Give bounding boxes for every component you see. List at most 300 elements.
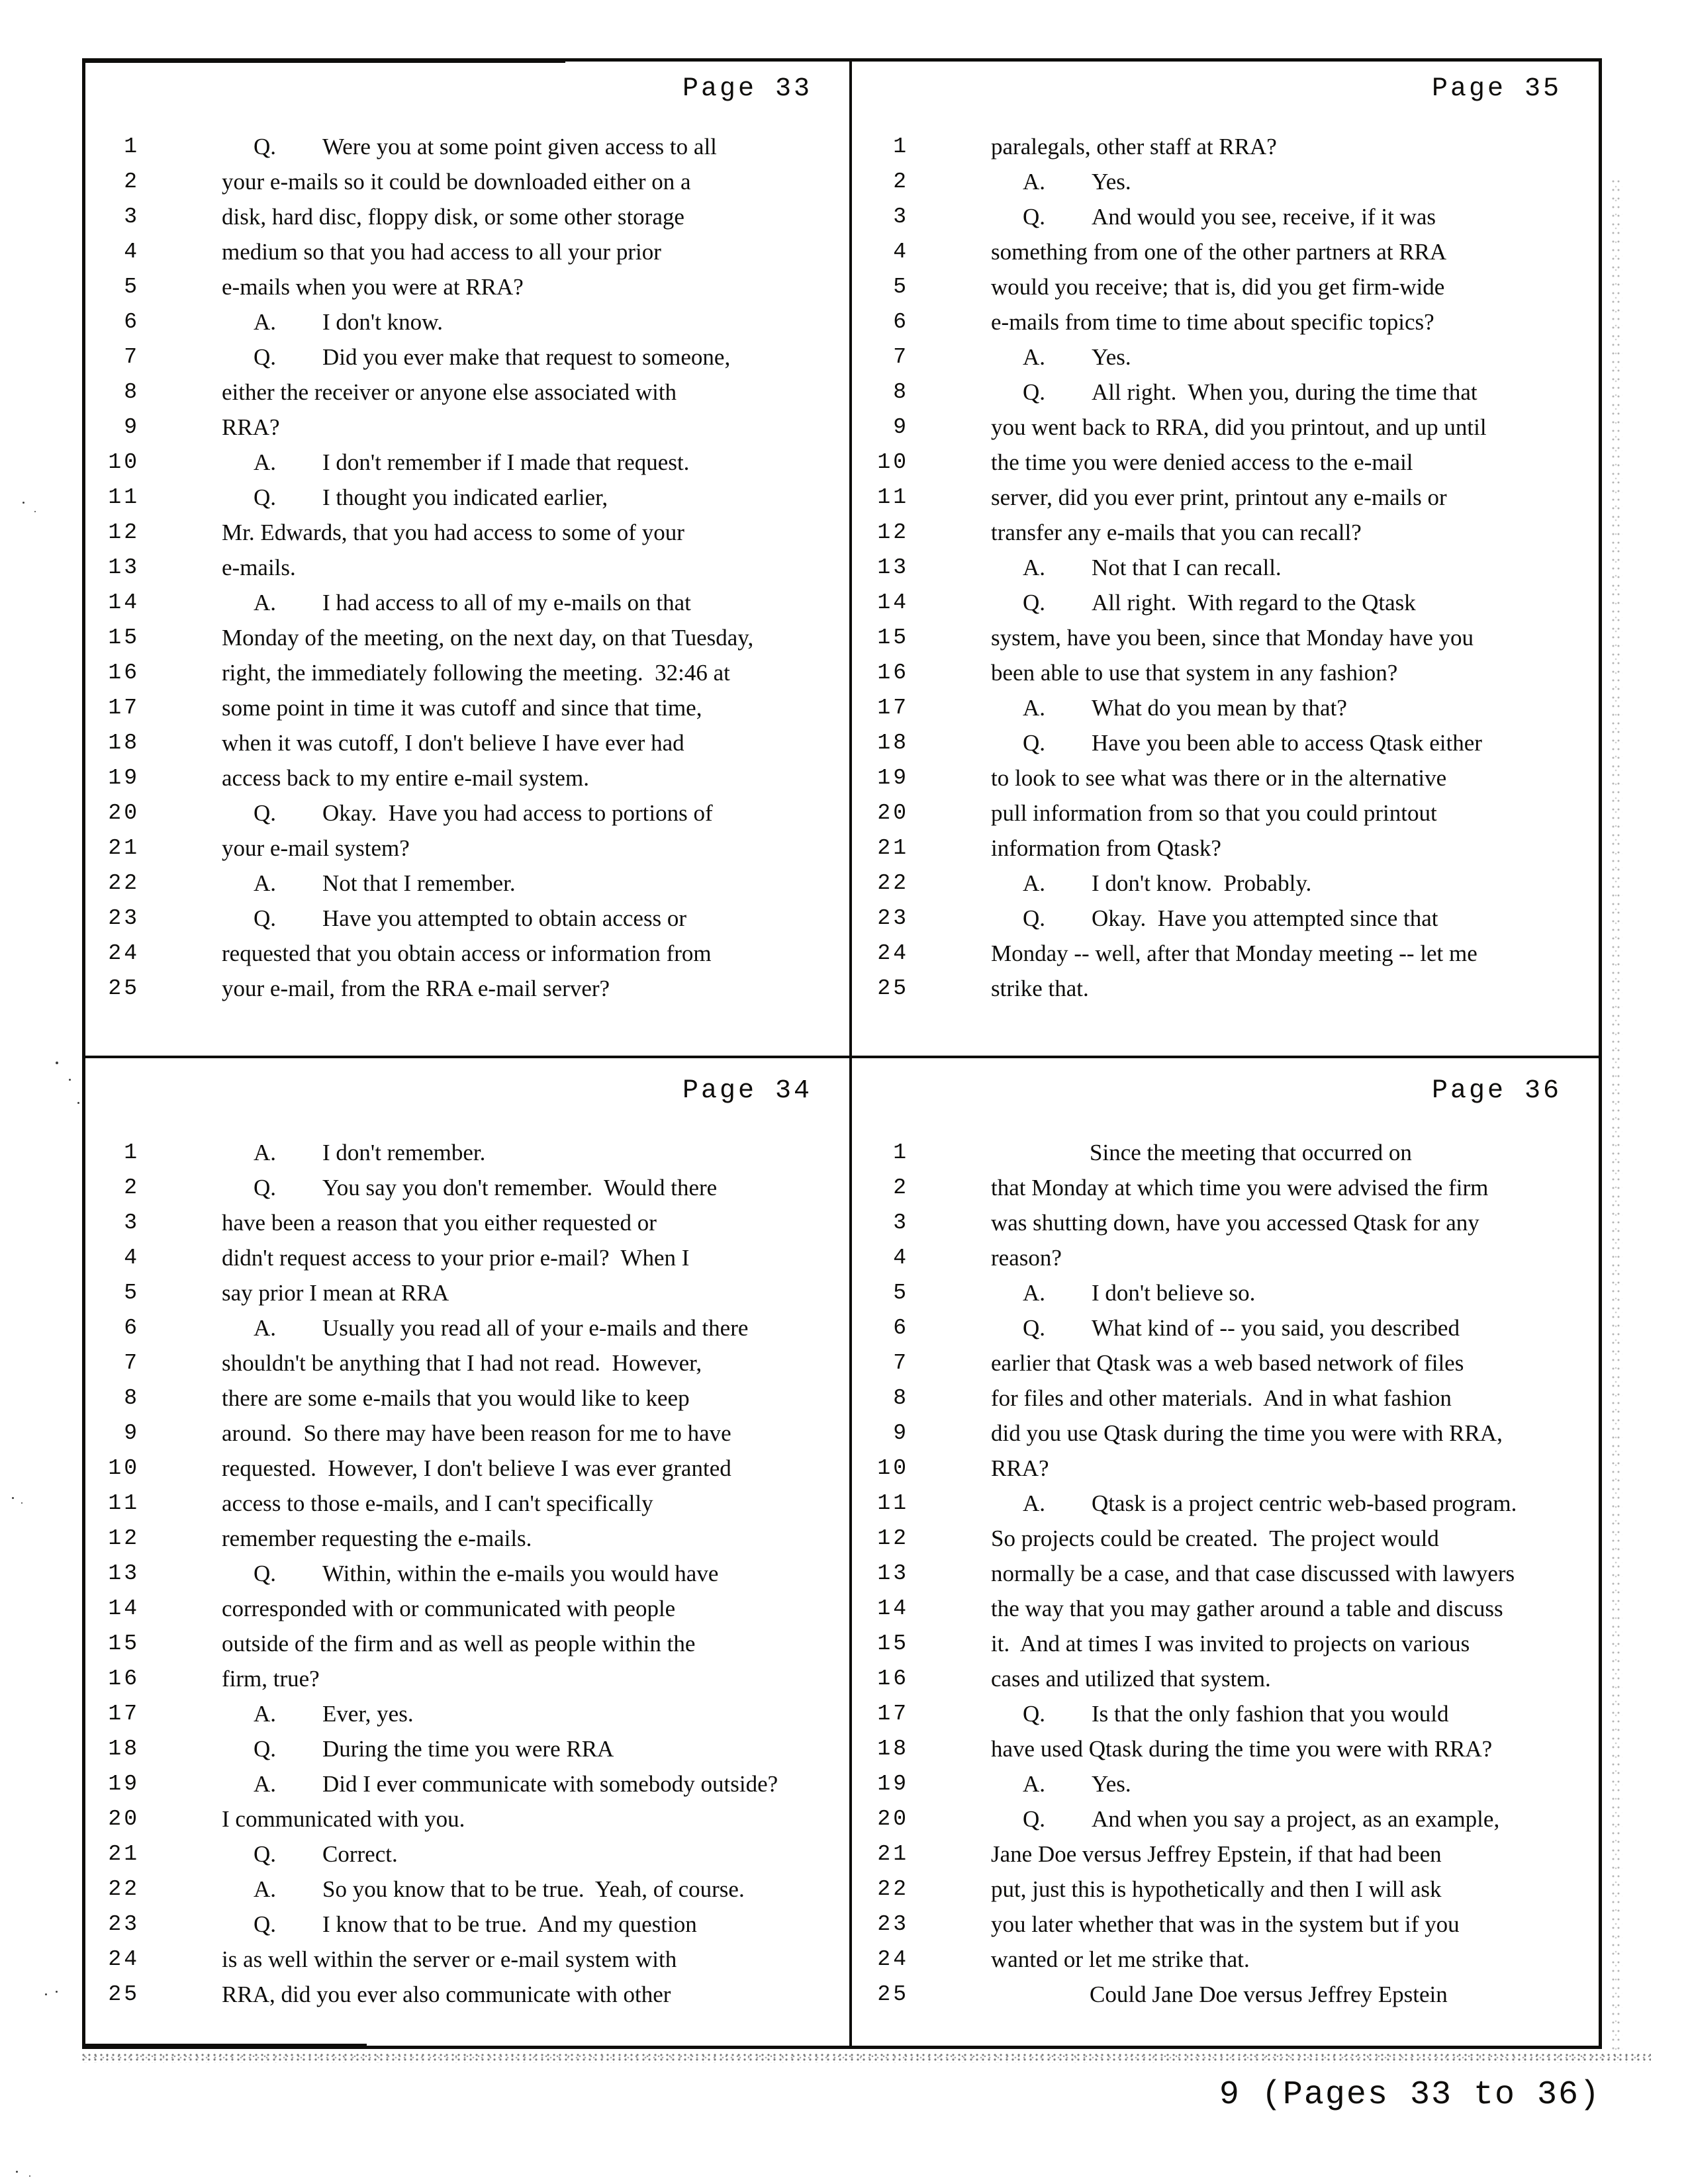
qa-prefix: Q. <box>254 800 277 826</box>
transcript-line <box>85 655 847 690</box>
line-text: Q. Okay. Have you had access to portions of <box>254 796 713 831</box>
transcript-line <box>855 1907 1596 1942</box>
line-text: access to those e-mails, and I can't specifically <box>222 1490 653 1516</box>
line-text: disk, hard disc, floppy disk, or some other storage <box>222 204 684 230</box>
line-text: Q. I know that to be true. And my question <box>254 1907 697 1942</box>
transcript-line <box>855 620 1596 655</box>
transcript-line <box>85 1381 847 1416</box>
transcript-line <box>855 375 1596 410</box>
transcript-line <box>855 410 1596 445</box>
line-text: I communicated with you. <box>222 1806 465 1832</box>
line-number: 6 <box>893 310 909 334</box>
transcript-line <box>855 1661 1596 1696</box>
line-number: 22 <box>108 1877 140 1901</box>
sheet-footer: 9 (Pages 33 to 36) <box>1219 2076 1601 2114</box>
line-number: 3 <box>893 205 909 229</box>
line-text: Q. Within, within the e-mails you would have <box>254 1556 718 1591</box>
line-text: Mr. Edwards, that you had access to some of your <box>222 520 684 545</box>
line-text: A. I don't remember if I made that request. <box>254 445 689 480</box>
scan-speck <box>69 1079 71 1081</box>
transcript-line <box>85 199 847 234</box>
transcript-line <box>855 1170 1596 1205</box>
line-text: you went back to RRA, did you printout, and up until <box>991 414 1487 440</box>
transcript-line <box>85 410 847 445</box>
line-number: 23 <box>877 1912 909 1936</box>
transcript-line <box>855 901 1596 936</box>
line-text: transfer any e-mails that you can recall? <box>991 520 1362 545</box>
line-number: 23 <box>108 906 140 931</box>
line-number: 17 <box>108 1702 140 1726</box>
line-number: 16 <box>877 1666 909 1691</box>
transcript-line <box>85 1310 847 1345</box>
line-text: put, just this is hypothetically and then I will ask <box>991 1876 1442 1902</box>
line-text: e-mails when you were at RRA? <box>222 274 524 300</box>
transcript-line <box>85 1837 847 1872</box>
transcript-line <box>85 831 847 866</box>
line-number: 19 <box>108 766 140 790</box>
line-number: 1 <box>124 1140 140 1165</box>
line-text: either the receiver or anyone else associated with <box>222 379 677 405</box>
line-text: medium so that you had access to all your prior <box>222 239 661 265</box>
transcript-line <box>85 1521 847 1556</box>
line-text: when it was cutoff, I don't believe I have ever had <box>222 730 684 756</box>
qa-prefix: A. <box>254 1701 277 1727</box>
line-text: Q. All right. When you, during the time that <box>1023 375 1477 410</box>
transcript-line <box>85 1205 847 1240</box>
line-text: your e-mail system? <box>222 835 410 861</box>
column-divider <box>849 58 852 2049</box>
qa-prefix: A. <box>1023 1771 1046 1797</box>
transcript-line <box>855 760 1596 796</box>
transcript-line <box>855 1872 1596 1907</box>
scan-speck <box>21 1502 23 1504</box>
qa-prefix: Q. <box>1023 590 1046 615</box>
line-number: 12 <box>877 520 909 545</box>
qa-prefix: Q. <box>254 1841 277 1867</box>
line-text: to look to see what was there or in the alternative <box>991 765 1447 791</box>
line-text: information from Qtask? <box>991 835 1221 861</box>
transcript-line <box>855 1626 1596 1661</box>
line-number: 13 <box>877 1561 909 1586</box>
line-text: firm, true? <box>222 1666 320 1692</box>
line-number: 11 <box>108 485 140 510</box>
line-number: 10 <box>108 1456 140 1480</box>
transcript-line <box>85 866 847 901</box>
transcript-line <box>85 304 847 340</box>
line-number: 5 <box>893 275 909 299</box>
line-text: would you receive; that is, did you get firm-wide <box>991 274 1445 300</box>
line-text: A. What do you mean by that? <box>1023 690 1347 725</box>
line-text: A. Qtask is a project centric web-based program. <box>1023 1486 1517 1521</box>
transcript-line <box>855 831 1596 866</box>
line-text: been able to use that system in any fashion? <box>991 660 1398 686</box>
line-text: Q. What kind of -- you said, you described <box>1023 1310 1460 1345</box>
line-text: Could Jane Doe versus Jeffrey Epstein <box>1090 1981 1448 2007</box>
qa-prefix: Q. <box>254 1561 277 1586</box>
qa-prefix: Q. <box>1023 1806 1046 1832</box>
line-number: 13 <box>108 555 140 580</box>
line-number: 23 <box>877 906 909 931</box>
line-text: So projects could be created. The project would <box>991 1525 1439 1551</box>
transcript-line <box>85 585 847 620</box>
transcript-line <box>855 1451 1596 1486</box>
transcript-line <box>855 1801 1596 1837</box>
transcript-line <box>855 550 1596 585</box>
transcript-line <box>855 1310 1596 1345</box>
line-text: strike that. <box>991 976 1089 1001</box>
line-number: 9 <box>124 1421 140 1445</box>
page-panel-bottom-left <box>85 1060 847 2043</box>
qa-prefix: Q. <box>1023 905 1046 931</box>
transcript-line <box>85 445 847 480</box>
scan-speck <box>56 1062 58 1064</box>
line-text: some point in time it was cutoff and since that time, <box>222 695 702 721</box>
qa-prefix: A. <box>254 870 277 896</box>
transcript-line <box>85 1591 847 1626</box>
line-number: 24 <box>877 1947 909 1972</box>
qa-prefix: Q. <box>254 1175 277 1201</box>
line-text: shouldn't be anything that I had not read. However, <box>222 1350 702 1376</box>
line-number: 16 <box>108 1666 140 1691</box>
line-text: have been a reason that you either requested or <box>222 1210 657 1236</box>
line-text: Q. I thought you indicated earlier, <box>254 480 608 515</box>
page-panel-top-left <box>85 62 847 1053</box>
transcript-line <box>855 1345 1596 1381</box>
line-text: reason? <box>991 1245 1062 1271</box>
scan-border-artifact-bottom <box>82 2044 367 2046</box>
line-number: 2 <box>893 1175 909 1200</box>
line-number: 24 <box>108 941 140 966</box>
line-number: 19 <box>877 1772 909 1796</box>
transcript-line <box>855 129 1596 164</box>
line-number: 25 <box>877 1982 909 2007</box>
line-text: e-mails from time to time about specific topics? <box>991 309 1434 335</box>
transcript-line <box>855 1556 1596 1591</box>
line-number: 21 <box>877 1842 909 1866</box>
qa-prefix: Q. <box>254 1911 277 1937</box>
line-number: 21 <box>108 836 140 860</box>
line-number: 8 <box>124 380 140 404</box>
line-text: paralegals, other staff at RRA? <box>991 134 1277 159</box>
line-text: Q. All right. With regard to the Qtask <box>1023 585 1416 620</box>
line-text: Since the meeting that occurred on <box>1090 1140 1412 1165</box>
line-number: 20 <box>877 1807 909 1831</box>
scan-speck <box>56 1991 58 1993</box>
line-number: 17 <box>877 1702 909 1726</box>
transcript-line <box>85 340 847 375</box>
line-number: 20 <box>108 801 140 825</box>
transcript-lines <box>855 129 1596 1006</box>
line-text: earlier that Qtask was a web based network of files <box>991 1350 1464 1376</box>
line-text: A. I don't believe so. <box>1023 1275 1255 1310</box>
line-text: for files and other materials. And in what fashion <box>991 1385 1452 1411</box>
line-number: 25 <box>108 1982 140 2007</box>
qa-prefix: A. <box>254 1876 277 1902</box>
line-number: 21 <box>877 836 909 860</box>
qa-prefix: Q. <box>254 134 277 159</box>
transcript-line <box>855 1591 1596 1626</box>
line-text: you later whether that was in the system but if you <box>991 1911 1460 1937</box>
line-number: 1 <box>893 134 909 159</box>
transcript-line <box>855 1416 1596 1451</box>
line-text: have used Qtask during the time you were with RRA? <box>991 1736 1493 1762</box>
line-text: Q. Did you ever make that request to someone, <box>254 340 730 375</box>
transcript-line <box>85 725 847 760</box>
transcript-line <box>85 269 847 304</box>
line-number: 15 <box>877 625 909 650</box>
transcript-line <box>85 1942 847 1977</box>
line-text: A. So you know that to be true. Yeah, of course. <box>254 1872 745 1907</box>
transcript-line <box>855 304 1596 340</box>
line-number: 14 <box>877 1596 909 1621</box>
line-text: requested. However, I don't believe I was ever granted <box>222 1455 731 1481</box>
line-text: A. I don't remember. <box>254 1135 485 1170</box>
transcript-line <box>85 1486 847 1521</box>
transcript-line <box>855 1977 1596 2012</box>
qa-prefix: A. <box>1023 344 1046 370</box>
transcript-line <box>85 550 847 585</box>
transcript-line <box>85 1977 847 2012</box>
qa-prefix: A. <box>254 449 277 475</box>
line-number: 15 <box>108 1631 140 1656</box>
qa-prefix: Q. <box>1023 1315 1046 1341</box>
line-number: 17 <box>108 696 140 720</box>
transcript-line <box>85 620 847 655</box>
line-number: 18 <box>108 1737 140 1761</box>
line-text: Q. And when you say a project, as an example, <box>1023 1801 1499 1837</box>
line-text: Monday of the meeting, on the next day, on that Tuesday, <box>222 625 754 651</box>
line-number: 19 <box>877 766 909 790</box>
line-number: 23 <box>108 1912 140 1936</box>
line-text: around. So there may have been reason for me to have <box>222 1420 731 1446</box>
line-text: say prior I mean at RRA <box>222 1280 449 1306</box>
qa-prefix: A. <box>254 1315 277 1341</box>
transcript-line <box>85 480 847 515</box>
transcript-line <box>855 234 1596 269</box>
transcript-line <box>855 1205 1596 1240</box>
line-text: requested that you obtain access or information from <box>222 940 712 966</box>
transcript-line <box>855 936 1596 971</box>
transcript-line <box>85 936 847 971</box>
line-number: 11 <box>877 1491 909 1516</box>
line-number: 9 <box>893 1421 909 1445</box>
line-number: 20 <box>877 801 909 825</box>
line-text: e-mails. <box>222 555 296 580</box>
transcript-line <box>85 1345 847 1381</box>
transcript-line <box>85 1766 847 1801</box>
line-number: 22 <box>877 1877 909 1901</box>
qa-prefix: Q. <box>254 344 277 370</box>
line-text: RRA? <box>991 1455 1049 1481</box>
line-text: Jane Doe versus Jeffrey Epstein, if that had been <box>991 1841 1442 1867</box>
line-number: 1 <box>893 1140 909 1165</box>
line-number: 18 <box>108 731 140 755</box>
line-text: A. Yes. <box>1023 164 1131 199</box>
transcript-line <box>855 585 1596 620</box>
qa-prefix: A. <box>254 1140 277 1165</box>
transcript-line <box>85 1451 847 1486</box>
line-number: 16 <box>877 660 909 685</box>
transcript-line <box>855 445 1596 480</box>
line-text: is as well within the server or e-mail system with <box>222 1946 677 1972</box>
line-text: Q. During the time you were RRA <box>254 1731 614 1766</box>
transcript-line <box>855 866 1596 901</box>
line-text: your e-mail, from the RRA e-mail server? <box>222 976 610 1001</box>
transcript-line <box>85 1556 847 1591</box>
qa-prefix: A. <box>1023 169 1046 195</box>
transcript-line <box>85 1661 847 1696</box>
qa-prefix: Q. <box>1023 204 1046 230</box>
line-text: access back to my entire e-mail system. <box>222 765 589 791</box>
transcript-line <box>85 1801 847 1837</box>
line-text: outside of the firm and as well as people within the <box>222 1631 696 1657</box>
transcript-line <box>855 1731 1596 1766</box>
line-text: A. I had access to all of my e-mails on that <box>254 585 691 620</box>
line-number: 7 <box>893 1351 909 1375</box>
transcript-lines <box>855 1135 1596 2012</box>
line-number: 12 <box>108 520 140 545</box>
line-text: A. I don't know. <box>254 304 443 340</box>
line-text: Q. Is that the only fashion that you would <box>1023 1696 1449 1731</box>
line-number: 5 <box>124 275 140 299</box>
line-number: 2 <box>124 169 140 194</box>
line-text: A. Yes. <box>1023 1766 1131 1801</box>
scan-noise-right-edge <box>1611 179 1622 2055</box>
line-number: 12 <box>877 1526 909 1551</box>
transcript-line <box>855 1486 1596 1521</box>
transcript-line <box>855 796 1596 831</box>
transcript-line <box>855 971 1596 1006</box>
qa-prefix: A. <box>254 590 277 615</box>
page-header: Page 36 <box>1431 1076 1562 1106</box>
scan-speck <box>12 1497 14 1499</box>
qa-prefix: Q. <box>254 484 277 510</box>
transcript-line <box>85 1731 847 1766</box>
line-text: the way that you may gather around a table and discuss <box>991 1596 1503 1621</box>
line-number: 1 <box>124 134 140 159</box>
line-number: 6 <box>124 1316 140 1340</box>
line-text: system, have you been, since that Monday have you <box>991 625 1474 651</box>
transcript-line <box>855 269 1596 304</box>
transcript-line <box>855 515 1596 550</box>
line-number: 16 <box>108 660 140 685</box>
transcript-line <box>855 164 1596 199</box>
line-number: 3 <box>124 205 140 229</box>
qa-prefix: A. <box>1023 1490 1046 1516</box>
line-number: 15 <box>108 625 140 650</box>
line-number: 7 <box>893 345 909 369</box>
line-number: 2 <box>893 169 909 194</box>
transcript-line <box>85 971 847 1006</box>
line-number: 11 <box>877 485 909 510</box>
scan-speck <box>29 2175 30 2177</box>
scan-speck <box>77 1102 79 1104</box>
transcript-line <box>85 234 847 269</box>
line-number: 24 <box>877 941 909 966</box>
transcript-line <box>855 480 1596 515</box>
line-number: 5 <box>124 1281 140 1305</box>
transcript-line <box>855 1942 1596 1977</box>
transcript-line <box>85 1626 847 1661</box>
scan-speck <box>45 1993 47 1995</box>
transcript-line <box>855 655 1596 690</box>
line-number: 18 <box>877 731 909 755</box>
page-panel-bottom-right <box>855 1060 1596 2043</box>
line-text: A. Did I ever communicate with somebody outside? <box>254 1766 778 1801</box>
line-text: Q. Were you at some point given access to all <box>254 129 717 164</box>
transcript-line <box>85 1135 847 1170</box>
line-text: right, the immediately following the meeting. 32:46 at <box>222 660 730 686</box>
transcript-line <box>85 515 847 550</box>
scan-noise-bottom <box>82 2053 1651 2063</box>
page-header: Page 35 <box>1431 74 1562 104</box>
line-text: didn't request access to your prior e-mail? When I <box>222 1245 690 1271</box>
transcript-line <box>855 1521 1596 1556</box>
line-number: 4 <box>124 240 140 264</box>
transcript-line <box>855 1837 1596 1872</box>
line-text: A. Not that I can recall. <box>1023 550 1282 585</box>
qa-prefix: A. <box>254 1771 277 1797</box>
line-text: your e-mails so it could be downloaded either on a <box>222 169 691 195</box>
line-number: 14 <box>108 1596 140 1621</box>
line-text: remember requesting the e-mails. <box>222 1525 532 1551</box>
line-number: 13 <box>108 1561 140 1586</box>
qa-prefix: Q. <box>254 1736 277 1762</box>
transcript-line <box>855 1240 1596 1275</box>
scan-speck <box>23 502 24 504</box>
line-number: 19 <box>108 1772 140 1796</box>
line-number: 8 <box>124 1386 140 1410</box>
line-text: that Monday at which time you were advised the firm <box>991 1175 1489 1201</box>
line-number: 20 <box>108 1807 140 1831</box>
qa-prefix: Q. <box>254 905 277 931</box>
line-number: 17 <box>877 696 909 720</box>
line-number: 3 <box>124 1210 140 1235</box>
line-text: normally be a case, and that case discussed with lawyers <box>991 1561 1515 1586</box>
line-number: 10 <box>877 1456 909 1480</box>
scan-speck <box>16 2171 18 2173</box>
line-number: 15 <box>877 1631 909 1656</box>
line-number: 7 <box>124 1351 140 1375</box>
transcript-line <box>855 725 1596 760</box>
page-header: Page 33 <box>682 74 812 104</box>
line-number: 7 <box>124 345 140 369</box>
qa-prefix: Q. <box>1023 1701 1046 1727</box>
line-text: RRA, did you ever also communicate with other <box>222 1981 671 2007</box>
transcript-line <box>85 1696 847 1731</box>
line-text: pull information from so that you could printout <box>991 800 1437 826</box>
line-number: 21 <box>108 1842 140 1866</box>
qa-prefix: A. <box>1023 695 1046 721</box>
transcript-line <box>85 1907 847 1942</box>
line-number: 11 <box>108 1491 140 1516</box>
line-number: 25 <box>877 976 909 1001</box>
page-panel-top-right <box>855 62 1596 1053</box>
qa-prefix: A. <box>254 309 277 335</box>
line-text: Q. You say you don't remember. Would there <box>254 1170 717 1205</box>
line-text: the time you were denied access to the e-mail <box>991 449 1413 475</box>
transcript-line <box>85 129 847 164</box>
transcript-line <box>855 1135 1596 1170</box>
line-text: was shutting down, have you accessed Qtask for any <box>991 1210 1479 1236</box>
line-number: 13 <box>877 555 909 580</box>
line-text: there are some e-mails that you would like to keep <box>222 1385 690 1411</box>
page-header: Page 34 <box>682 1076 812 1106</box>
qa-prefix: A. <box>1023 555 1046 580</box>
line-number: 3 <box>893 1210 909 1235</box>
transcript-line <box>85 164 847 199</box>
line-number: 8 <box>893 380 909 404</box>
